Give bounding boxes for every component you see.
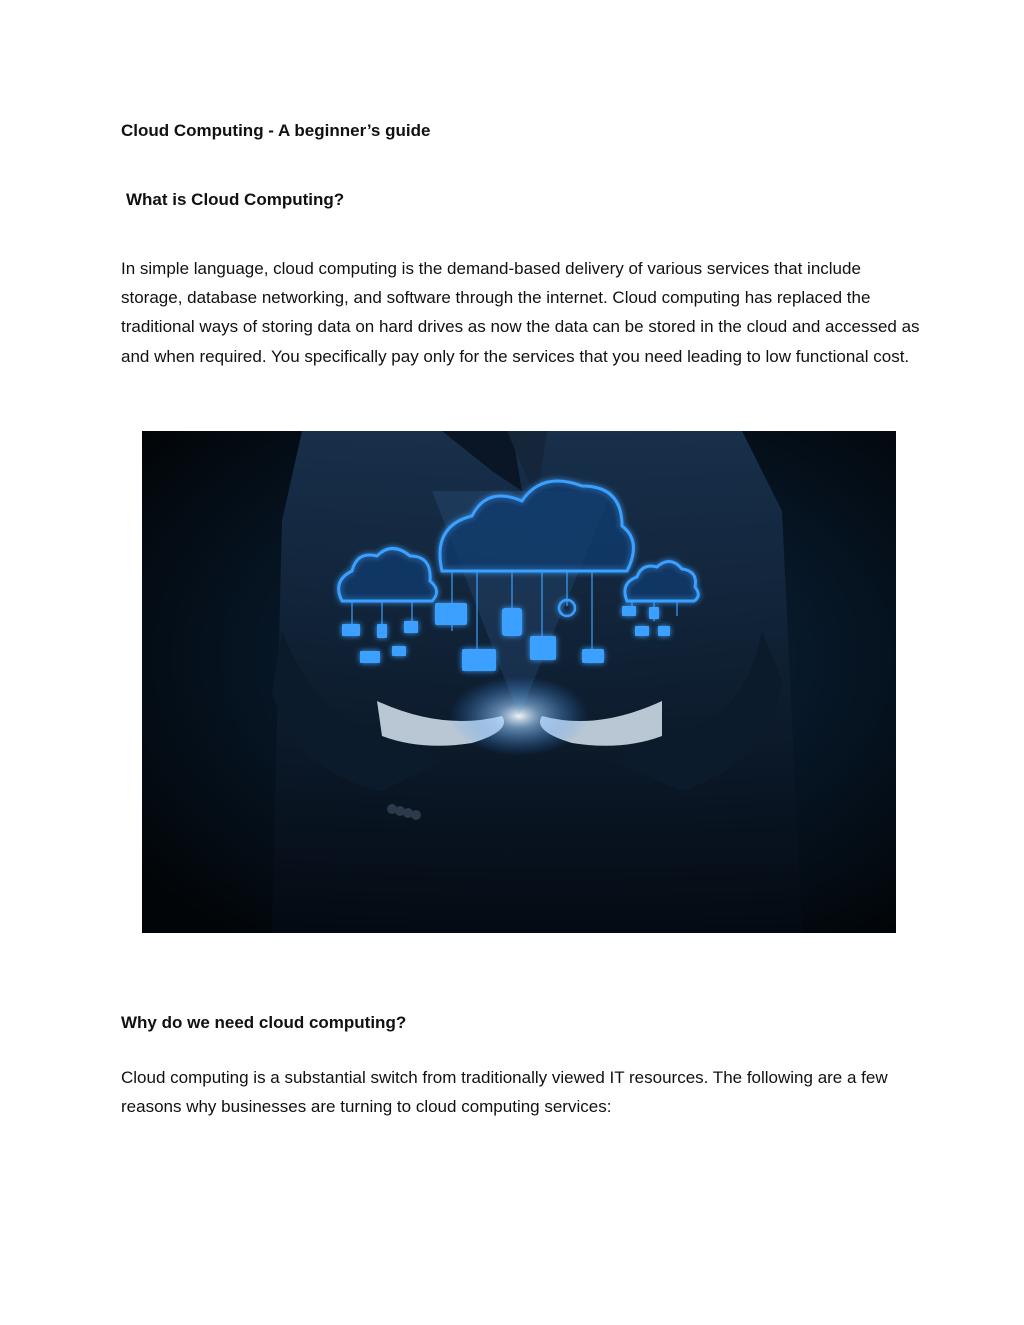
document-title: Cloud Computing - A beginner’s guide [121,121,431,140]
section-heading-why-need: Why do we need cloud computing? [121,1013,407,1032]
cloud-computing-illustration [142,431,896,933]
intro-paragraph: In simple language, cloud computing is the demand-based delivery of various services that include storage, database networking, and software through the internet. Cloud computing has replaced the traditional ways of storing data on hard drives as now the data can be stored in the cloud and accessed as and when required. You specifically pay only for the services that you need leading to low functional cost. [121,259,920,366]
reasons-paragraph: Cloud computing is a substantial switch from traditionally viewed IT resources. The following are a few reasons why businesses are turning to cloud computing services: [121,1068,888,1117]
section-heading-what-is: What is Cloud Computing? [126,190,345,209]
